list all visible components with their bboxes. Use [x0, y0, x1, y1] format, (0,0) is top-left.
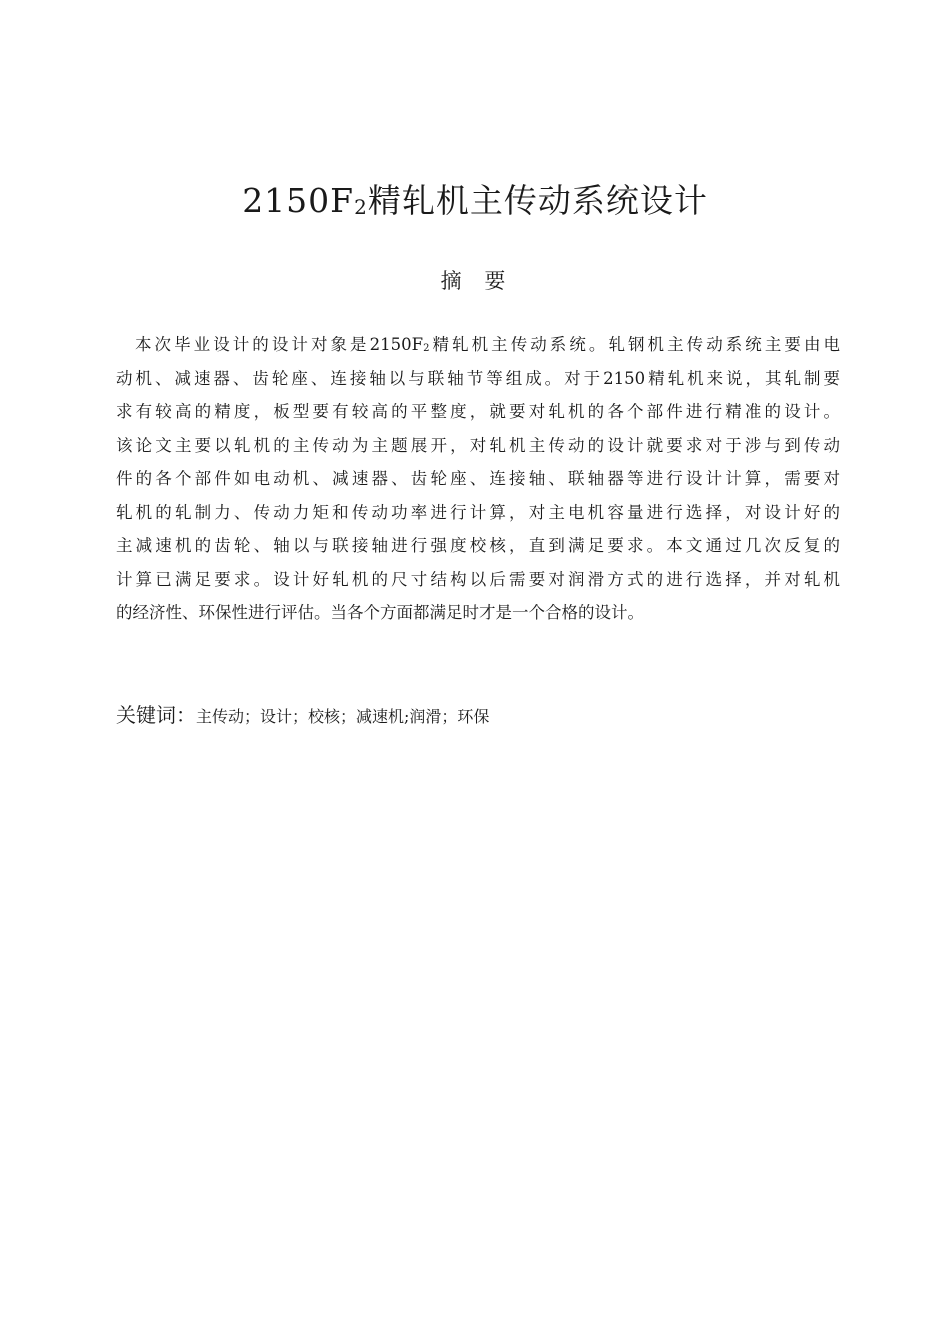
- keywords-label: 关键词：: [116, 703, 196, 727]
- abstract-line-text: 精轧机主传动系统。轧钢机主传动系统主要由电: [429, 335, 841, 354]
- abstract-heading: 摘 要: [440, 269, 514, 293]
- abstract-line: 动机、减速器、齿轮座、连接轴以与联轴节等组成。对于2150精轧机来说，其轧制要: [116, 368, 840, 388]
- abstract-line: [116, 328, 840, 362]
- abstract-body: [116, 328, 840, 630]
- keywords-value: 主传动；设计；校核；减速机;润滑；环保: [196, 707, 490, 726]
- abstract-line-text: 本次毕业设计的设计对象是2150F: [135, 335, 424, 354]
- abstract-line: 件的各个部件如电动机、减速器、齿轮座、连接轴、联轴器等进行设计计算，需要对: [116, 469, 840, 488]
- title-main: 2150F: [242, 181, 355, 220]
- abstract-line: 计算已满足要求。设计好轧机的尺寸结构以后需要对润滑方式的进行选择，并对轧机: [116, 569, 840, 589]
- abstract-line-subscript: 2: [423, 343, 430, 354]
- title-subscript: 2: [354, 195, 368, 219]
- abstract-line: 轧机的轧制力、传动力矩和传动功率进行计算，对主电机容量进行选择，对设计好的: [116, 502, 840, 522]
- title-rest: 精轧机主传动系统设计: [367, 181, 708, 220]
- page-title: [0, 178, 950, 224]
- abstract-line: 求有较高的精度，板型要有较高的平整度，就要对轧机的各个部件进行精准的设计。: [116, 402, 840, 421]
- keywords: [116, 700, 489, 732]
- abstract-line: 的经济性、环保性进行评估。当各个方面都满足时才是一个合格的设计。: [116, 603, 644, 622]
- abstract-line: 该论文主要以轧机的主传动为主题展开，对轧机主传动的设计就要求对于涉与到传动: [116, 435, 840, 455]
- abstract-line: 主减速机的齿轮、轴以与联接轴进行强度校核，直到满足要求。本文通过几次反复的: [116, 536, 840, 555]
